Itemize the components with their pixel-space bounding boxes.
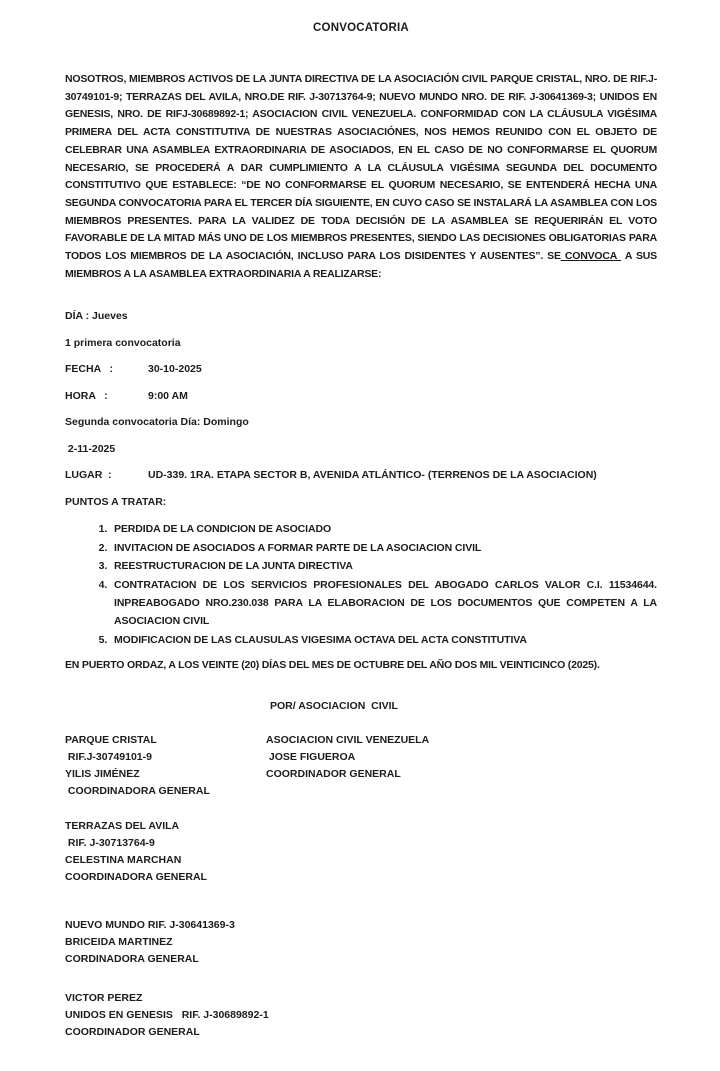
signature-block-nuevo-mundo [65, 917, 657, 968]
detail-label: FECHA : [65, 363, 114, 376]
signature-block-terrazas-del-avila [65, 818, 657, 886]
detail-value: 30-10-2025 [148, 363, 202, 376]
signature-line: UNIDOS EN GENESIS RIF. J-30689892-1 [65, 1009, 269, 1022]
detail-label: DÍA : Jueves [65, 310, 128, 323]
meeting-details [65, 309, 657, 483]
signature-line: RIF. J-30713764-9 [65, 837, 155, 850]
signature-line: COORDINADORA GENERAL [65, 785, 210, 798]
agenda-item-text: MODIFICACION DE LAS CLAUSULAS VIGESIMA OCTAVA DEL ACTA CONSTITUTIVA [114, 634, 527, 647]
signature-line: TERRAZAS DEL AVILA [65, 820, 180, 833]
detail-label: LUGAR : [65, 469, 112, 482]
agenda-item-text: PERDIDA DE LA CONDICION DE ASOCIADO [114, 522, 332, 535]
signature-block-parque-cristal [65, 732, 266, 800]
agenda-item [110, 539, 657, 557]
closing-statement: EN PUERTO ORDAZ, A LOS VEINTE (20) DÍAS DEL MES DE OCTUBRE DEL AÑO DOS MIL VEINTICINCO (2025). [65, 659, 600, 672]
agenda-heading: PUNTOS A TRATAR: [65, 495, 167, 508]
detail-label: 2-11-2025 [65, 442, 116, 455]
detail-label: Segunda convocatoria Día: Domingo [65, 416, 249, 429]
detail-label: 1 primera convocatoria [65, 336, 181, 349]
detail-row-segunda-convocatoria [65, 415, 657, 430]
signature-line: RIF.J-30749101-9 [65, 751, 152, 764]
signature-line: PARQUE CRISTAL [65, 734, 157, 747]
signature-line: ASOCIACION CIVIL VENEZUELA [266, 734, 430, 747]
signature-line: YILIS JIMÉNEZ [65, 768, 140, 781]
agenda-list [65, 520, 657, 649]
detail-row-hora [65, 389, 657, 404]
signature-line: VICTOR PEREZ [65, 992, 143, 1005]
signature-row-1 [65, 732, 657, 800]
detail-label: HORA : [65, 389, 108, 402]
signature-line: BRICEIDA MARTINEZ [65, 936, 173, 949]
detail-row-segunda-fecha [65, 442, 657, 457]
intro-text-after: A SUS MIEMBROS A LA ASAMBLEA EXTRAORDINARIA A REALIZARSE: [65, 250, 657, 280]
signature-line: COORDINADOR GENERAL [266, 768, 401, 781]
agenda-item [110, 520, 657, 538]
detail-row-lugar [65, 468, 657, 483]
page-title: CONVOCATORIA [313, 22, 409, 34]
signature-block-unidos-en-genesis [65, 990, 657, 1041]
detail-row-dia [65, 309, 657, 324]
agenda-item-text: CONTRATACION DE LOS SERVICIOS PROFESIONALES DEL ABOGADO CARLOS VALOR C.I. 11534644. INPREABOGADO NRO.230.038 PARA LA ELABORACION DE LOS DOCUMENTOS QUE COMPETEN A LA ASOCIACION CIVIL [114, 579, 657, 628]
signature-line: NUEVO MUNDO RIF. J-30641369-3 [65, 919, 235, 932]
intro-paragraph [65, 71, 657, 283]
agenda-item [110, 576, 657, 631]
signatures-heading: POR/ ASOCIACION CIVIL [270, 700, 398, 713]
detail-value: 9:00 AM [148, 389, 188, 402]
signature-line: JOSE FIGUEROA [266, 751, 356, 764]
detail-row-primera-convocatoria [65, 336, 657, 351]
signature-line: CELESTINA MARCHAN [65, 854, 182, 867]
signature-block-asociacion-venezuela [266, 732, 657, 800]
detail-row-fecha [65, 362, 657, 377]
agenda-item-text: REESTRUCTURACION DE LA JUNTA DIRECTIVA [114, 560, 353, 573]
signature-line: COORDINADORA GENERAL [65, 871, 207, 884]
intro-text-before: NOSOTROS, MIEMBROS ACTIVOS DE LA JUNTA DIRECTIVA DE LA ASOCIACIÓN CIVIL PARQUE CRISTAL, NRO. DE RIF.J-30749101-9; TERRAZAS DEL AVILA, NRO.DE RIF. J-30713764-9; NUEVO MUNDO NRO. DE RIF. J-30641369-3; UNIDOS EN GENESIS, NRO. DE RIFJ-30689892-1; ASOCIACION CIVIL VENEZUELA. CONFORMIDAD CON LA CLÁUSULA VIGÉSIMA PRIMERA DEL ACTA CONSTITUTIVA DE NUESTRAS ASOCIACIÓNES, NOS HEMOS REUNIDO CON EL OBJETO DE CELEBRAR UNA ASAMBLEA EXTRAORDINARIA DE ASOCIADOS, EN EL CASO DE NO CONFORMARSE EL QUORUM NECESARIO, SE PROCEDERÁ A DAR CUMPLIMIENTO A LA CLÁUSULA VIGÉSIMA SEGUNDA DEL DOCUMENTO CONSTITUTIVO QUE ESTABLECE: “DE NO CONFORMARSE EL QUORUM NECESARIO, SE ENTENDERÁ HECHA UNA SEGUNDA CONVOCATORIA PARA EL TERCER DÍA SIGUIENTE, EN CUYO CASO SE INSTALARÁ LA ASAMBLEA CON LOS MIEMBROS PRESENTES. PARA LA VALIDEZ DE TODA DECISIÓN DE LA ASAMBLEA SE REQUERIRÁN EL VOTO FAVORABLE DE LA MITAD MÁS UNO DE LOS MIEMBROS PRESENTES, SIENDO LAS DECISIONES OBLIGATORIAS PARA TODOS LOS MIEMBROS DE LA ASOCIACIÓN, INCLUSO PARA LOS DISIDENTES Y AUSENTES”. SE [65, 73, 657, 263]
signature-line: CORDINADORA GENERAL [65, 953, 199, 966]
agenda-item [110, 631, 657, 649]
detail-value: UD-339. 1RA. ETAPA SECTOR B, AVENIDA ATLÁNTICO- (TERRENOS DE LA ASOCIACION) [148, 469, 597, 482]
signature-line: COORDINADOR GENERAL [65, 1026, 200, 1039]
convoca-underlined-word: CONVOCA [560, 250, 622, 263]
agenda-item-text: INVITACION DE ASOCIADOS A FORMAR PARTE DE LA ASOCIACION CIVIL [114, 541, 482, 554]
agenda-item [110, 557, 657, 575]
